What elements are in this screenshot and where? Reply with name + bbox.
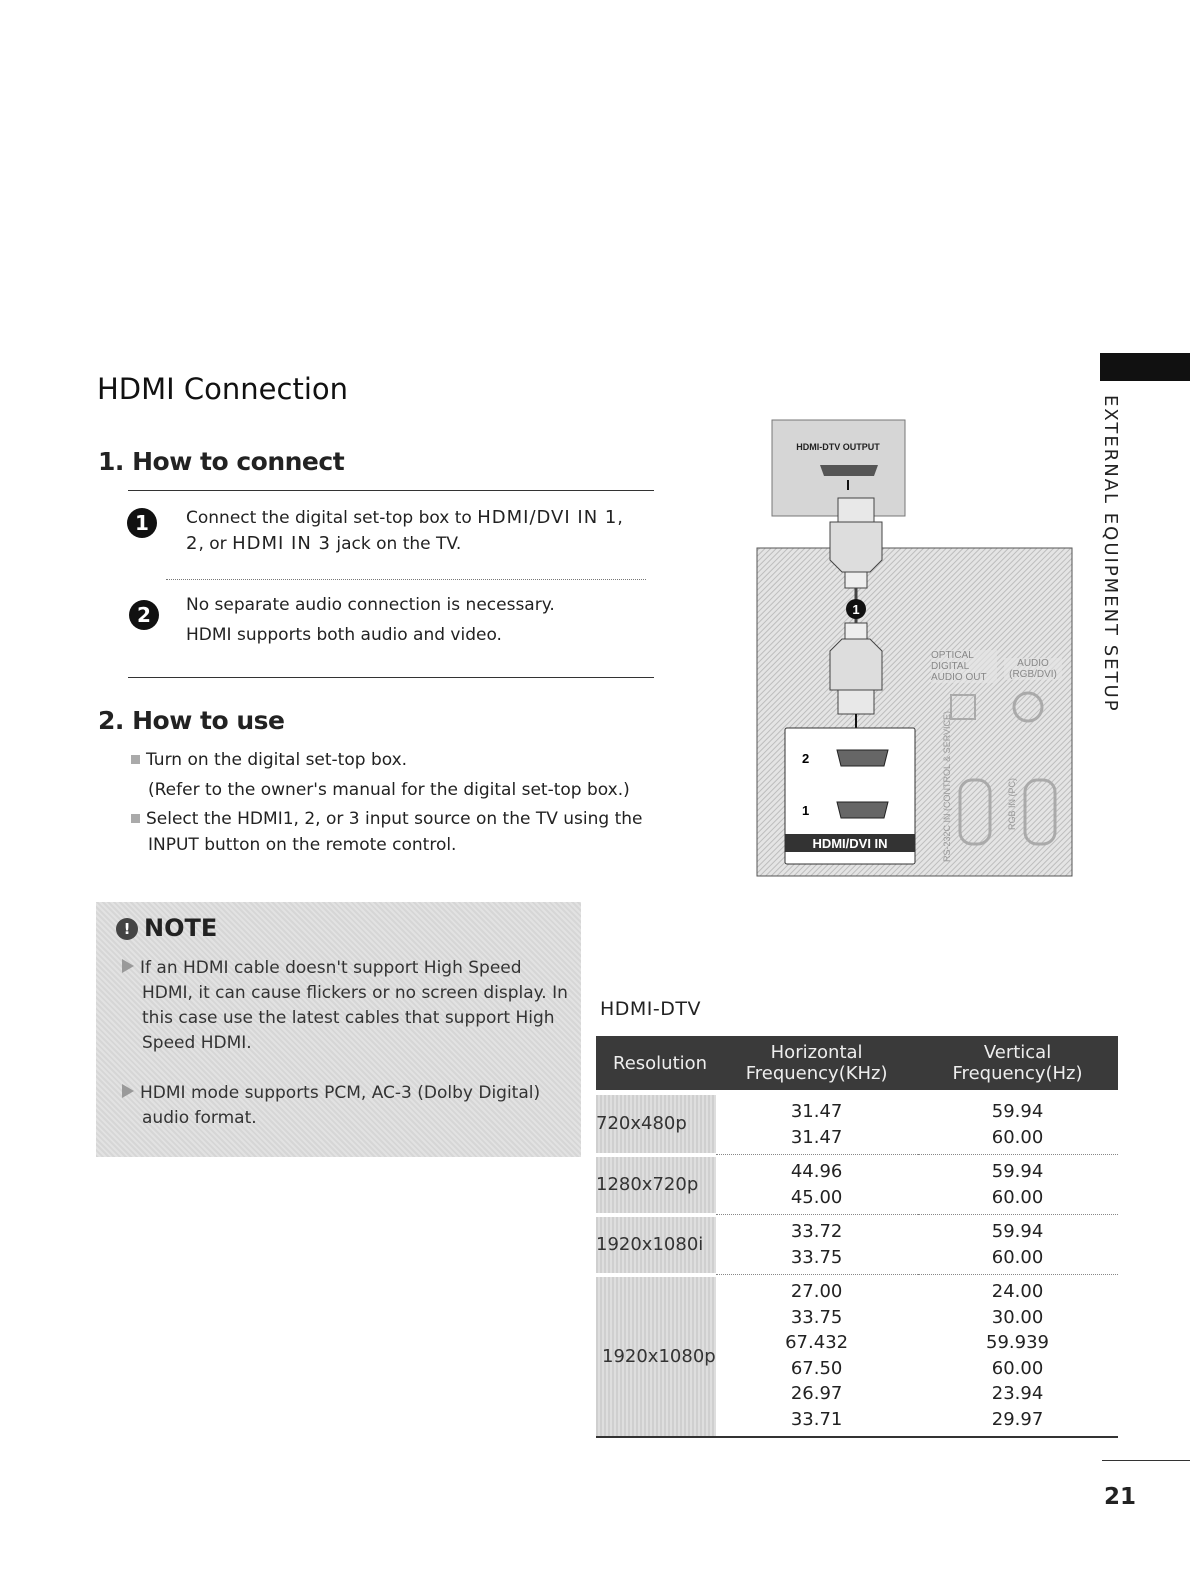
jack-name: HDMI/DVI IN 1 <box>477 507 618 528</box>
note-text: If an HDMI cable doesn't support High Speed HDMI, it can cause flickers or no screen display. In this case use the latest cables that support High Speed HDMI. <box>140 958 568 1053</box>
connection-diagram <box>750 410 1080 880</box>
table-row <box>596 1155 1118 1215</box>
note-text: HDMI mode supports PCM, AC-3 (Dolby Digital) audio format. <box>140 1083 541 1128</box>
table-row <box>596 1275 1118 1438</box>
vertical-frequency: 59.94 60.00 <box>918 1215 1118 1275</box>
instruction: INPUT button on the remote control. <box>148 835 457 855</box>
step-2-text <box>186 590 555 650</box>
step-text: Connect the digital set-top box to <box>186 508 478 528</box>
step-text: jack on the TV. <box>330 534 462 554</box>
rs232-label: RS-232C IN (CONTROL & SERVICE) <box>942 710 952 862</box>
resolution: 1280x720p <box>596 1155 716 1215</box>
bullet-icon <box>131 755 140 764</box>
arrow-icon <box>122 1084 134 1098</box>
step-number-1: 1 <box>127 508 157 538</box>
exclamation-icon: ! <box>116 918 138 940</box>
jack-name: HDMI IN 3 <box>232 533 331 554</box>
note-box <box>96 902 581 1157</box>
arrow-icon <box>122 959 134 973</box>
column-header: Vertical Frequency(Hz) <box>918 1036 1118 1090</box>
jack-name: 2 <box>186 533 199 554</box>
step-text: , <box>617 508 623 528</box>
column-header: Resolution <box>596 1036 716 1090</box>
frequency-table <box>596 1036 1118 1438</box>
horizontal-frequency: 33.72 33.75 <box>716 1215 918 1275</box>
note-title-text: NOTE <box>144 914 218 942</box>
resolution: 1920x1080i <box>596 1215 716 1275</box>
instruction-note: (Refer to the owner's manual for the digital set-top box.) <box>148 780 630 800</box>
section-heading-connect: 1. How to connect <box>98 447 345 476</box>
chapter-tab <box>1100 353 1190 381</box>
hdmi-output-port <box>820 465 878 476</box>
step-1-text <box>186 505 623 557</box>
vertical-frequency: 59.94 60.00 <box>918 1095 1118 1155</box>
output-label: HDMI-DTV OUTPUT <box>796 442 880 452</box>
page-title: HDMI Connection <box>97 372 349 406</box>
rgb-label: RGB IN (PC) <box>1007 777 1017 830</box>
table-row <box>596 1215 1118 1275</box>
bullet-icon <box>131 814 140 823</box>
dotted-divider <box>166 579 646 580</box>
instruction: Select the HDMI1, 2, or 3 input source on the TV using the <box>146 809 643 829</box>
horizontal-frequency: 44.96 45.00 <box>716 1155 918 1215</box>
section-heading-use: 2. How to use <box>98 706 285 735</box>
port-number: 2 <box>802 751 810 766</box>
audio-label: AUDIO (RGB/DVI) <box>1004 658 1062 680</box>
horizontal-frequency: 31.47 31.47 <box>716 1095 918 1155</box>
footer-rule <box>1102 1460 1190 1461</box>
step-text: No separate audio connection is necessary. <box>186 595 555 615</box>
step-number-2: 2 <box>129 600 159 630</box>
horizontal-frequency: 27.00 33.75 67.432 67.50 26.97 33.71 <box>785 1281 849 1430</box>
use-instructions <box>131 746 642 858</box>
vertical-frequency: 24.00 30.00 59.939 60.00 23.94 29.97 <box>986 1281 1050 1430</box>
chapter-label: EXTERNAL EQUIPMENT SETUP <box>1100 395 1121 713</box>
callout-number: 1 <box>852 602 860 617</box>
note-item <box>122 1081 572 1131</box>
input-label: HDMI/DVI IN <box>812 836 888 851</box>
resolution: 1920x1080p <box>596 1275 716 1438</box>
divider <box>128 490 654 491</box>
column-header: Horizontal Frequency(KHz) <box>716 1036 918 1090</box>
note-item <box>122 956 572 1056</box>
table-row <box>596 1095 1118 1155</box>
resolution: 720x480p <box>596 1095 716 1155</box>
table-caption: HDMI-DTV <box>600 998 702 1020</box>
port-number: 1 <box>802 803 810 818</box>
step-text: HDMI supports both audio and video. <box>186 625 502 645</box>
optical-label: OPTICAL DIGITAL AUDIO OUT <box>931 650 997 683</box>
hdmi-port-1 <box>837 802 888 818</box>
step-text: , or <box>198 534 233 554</box>
note-title <box>116 914 217 942</box>
vertical-frequency: 59.94 60.00 <box>918 1155 1118 1215</box>
page-number: 21 <box>1104 1484 1137 1510</box>
divider <box>128 677 654 678</box>
hdmi-port-2 <box>837 750 888 766</box>
instruction: Turn on the digital set-top box. <box>146 750 408 770</box>
